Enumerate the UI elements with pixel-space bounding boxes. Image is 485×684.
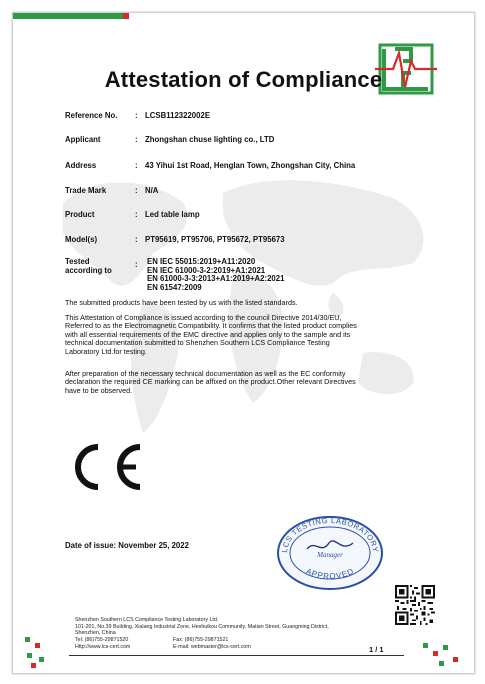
decor-square <box>27 653 32 658</box>
decor-square <box>39 657 44 662</box>
decor-square <box>439 661 444 666</box>
field-label: Model(s) <box>65 235 98 244</box>
decor-square <box>423 643 428 648</box>
standard-item: EN 61547:2009 <box>147 282 202 292</box>
field-label: Applicant <box>65 135 101 144</box>
standard-item: EN IEC 55015:2019+A11:2020 <box>147 257 256 266</box>
footer-fax: Fax: (86)755-29871521 <box>173 637 229 643</box>
stamp-top-text: LCS TESTING LABORATORY <box>279 515 381 554</box>
decor-square <box>443 645 448 650</box>
issue-date: Date of issue: November 25, 2022 <box>65 541 189 550</box>
page-number: 1 / 1 <box>369 645 384 654</box>
statement-tested: The submitted products have been tested by us with the listed standards. <box>65 298 298 307</box>
field-colon: : <box>135 111 138 120</box>
footer-web[interactable]: Http://www.lcs-cert.com <box>75 644 131 650</box>
field-value: Led table lamp <box>145 210 200 219</box>
footer-address <box>75 617 329 637</box>
paragraph-line: declaration the required CE marking can be affixed on the product.Other relevant Directives <box>65 377 356 387</box>
paragraph-line: Referred to as the Electromagnetic Compatibility. It confirms that the listed product complies <box>65 321 357 331</box>
tested-label-1: Tested <box>65 257 90 266</box>
decor-square <box>25 637 30 642</box>
paragraph-line: Laboratory Ltd.for testing. <box>65 346 147 356</box>
field-colon: : <box>135 260 138 269</box>
decor-square <box>31 663 36 668</box>
footer-divider <box>69 655 404 656</box>
footer-line: 101-201, No.39 Building, Xialang Industrial Zone, Heshuikou Community, Matian Street, Guangming District, <box>75 623 329 630</box>
field-value: Zhongshan chuse lighting co., LTD <box>145 135 275 144</box>
field-label: Reference No. <box>65 111 118 120</box>
decor-square <box>433 651 438 656</box>
footer-line: Shenzhen, China <box>75 630 116 637</box>
stamp-bottom-text: APPROVED <box>304 566 356 581</box>
stamp-mid-text: Manager <box>317 551 343 559</box>
field-value: 43 Yihui 1st Road, Henglan Town, Zhongshan City, China <box>145 161 356 170</box>
field-colon: : <box>135 186 138 195</box>
field-label: Trade Mark <box>65 186 107 195</box>
statement-marking <box>65 370 425 395</box>
paragraph-line: with all essential requirements of the EMC directive and applies only to the sample and its <box>65 329 351 339</box>
field-label: Address <box>65 161 97 170</box>
certificate-page <box>12 12 475 674</box>
paragraph-line: This Attestation of Compliance is issued according to the council Directive 2014/30/EU, <box>65 313 342 322</box>
decor-square <box>453 657 458 662</box>
standard-item: EN 61000-3-3:2013+A1:2019+A2:2021 <box>147 274 285 283</box>
paragraph-line: After preparation of the necessary technical documentation as well as the EC conformity <box>65 369 346 378</box>
field-value: LCSB112322002E <box>145 111 211 120</box>
statement-directive <box>65 314 425 356</box>
top-decor-red <box>123 13 129 19</box>
footer-line: Shenzhen Southern LCS Compliance Testing Laboratory Ltd. <box>75 617 219 623</box>
footer-tel: Tel: (86)755-29871520 <box>75 637 129 643</box>
field-value: N/A <box>145 186 159 195</box>
field-colon: : <box>135 135 138 144</box>
tested-label-2: according to <box>65 265 112 275</box>
paragraph-line: have to be observed. <box>65 385 133 395</box>
qr-code-icon <box>395 585 435 625</box>
decor-square <box>35 643 40 648</box>
field-colon: : <box>135 161 138 170</box>
standard-item: EN IEC 61000-3-2:2019+A1:2021 <box>147 265 266 275</box>
top-decor-green <box>13 13 123 19</box>
page-title: Attestation of Compliance <box>104 67 383 92</box>
footer-email[interactable]: E-mail: webmaster@lcs-cert.com <box>173 644 251 650</box>
ce-mark-icon <box>68 441 148 493</box>
stamp-icon <box>275 513 385 593</box>
field-label: Product <box>65 210 95 219</box>
field-value: PT95619, PT95706, PT95672, PT95673 <box>145 235 285 244</box>
field-colon: : <box>135 210 138 219</box>
paragraph-line: technical documentation submitted to Shenzhen Southern LCS Compliance Testing <box>65 338 330 348</box>
field-colon: : <box>135 235 138 244</box>
